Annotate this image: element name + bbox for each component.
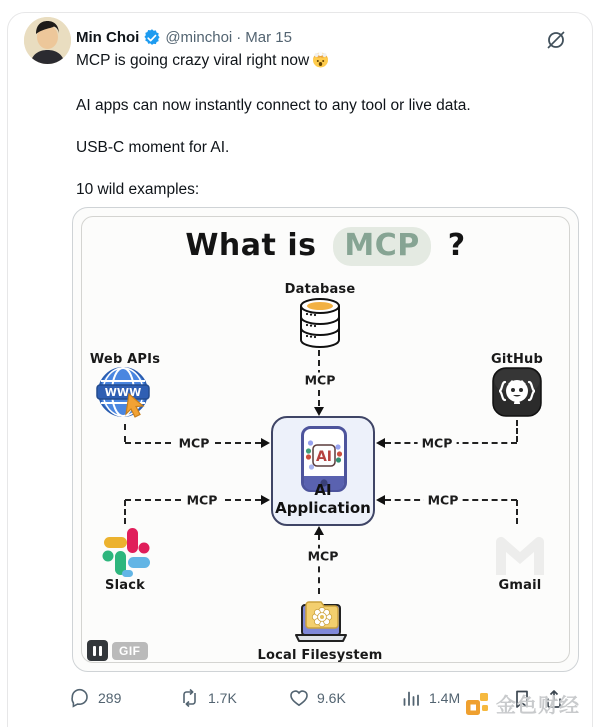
avatar-photo [24, 17, 71, 64]
mcp-label-right-bottom: MCP [424, 493, 463, 508]
ai-badge-text: AI [315, 449, 333, 465]
verified-badge-icon [143, 29, 161, 47]
repost-button[interactable] [179, 688, 237, 708]
share-icon [544, 689, 564, 709]
tweet-header [76, 28, 292, 47]
connector-filesystem [318, 534, 320, 594]
database-icon [299, 298, 341, 348]
web-apis-globe-icon [95, 366, 155, 422]
repost-icon [179, 688, 200, 708]
diagram-title [73, 228, 578, 263]
author-name[interactable]: Min Choi [76, 29, 140, 46]
meta-separator: · [236, 29, 242, 46]
arrowhead-top [314, 407, 324, 416]
ai-application-box [271, 416, 375, 526]
watermark-text: 金色财经 [496, 693, 580, 717]
filesystem-label: Local Filesystem [257, 648, 383, 663]
reply-icon [70, 688, 90, 708]
arrowhead-left-top [261, 438, 270, 448]
reply-button[interactable] [70, 688, 121, 708]
mcp-label-top: MCP [301, 373, 340, 388]
arrowhead-bottom [314, 526, 324, 535]
grok-slashed-circle-icon [544, 28, 568, 52]
database-label: Database [284, 282, 356, 297]
gif-badge: GIF [112, 642, 148, 660]
slack-label: Slack [105, 578, 145, 593]
filesystem-laptop-icon [293, 596, 349, 646]
mcp-label-left-bottom: MCP [183, 493, 222, 508]
pause-bar [99, 646, 102, 656]
grok-button[interactable] [544, 28, 568, 52]
mcp-label-right-top: MCP [418, 436, 457, 451]
exploding-head-emoji [312, 51, 329, 74]
tweet-line-2: AI apps can now instantly connect to any tool or live data. [76, 97, 471, 114]
bookmark-button[interactable] [512, 689, 532, 714]
tweet-text [76, 50, 578, 221]
connector-slack-v [124, 500, 126, 524]
repost-count: 1.7K [208, 690, 237, 706]
connector-gmail-v [516, 500, 518, 524]
arrowhead-right-top [376, 438, 385, 448]
connector-github-v [516, 420, 518, 442]
ai-application-label: AI Application [275, 481, 371, 517]
connector-webapis-v [124, 424, 126, 442]
heart-icon [289, 688, 309, 708]
github-label: GitHub [491, 352, 543, 367]
title-highlight-mcp: MCP [333, 227, 430, 266]
avatar[interactable] [24, 17, 71, 64]
slack-icon [100, 525, 152, 577]
tweet-line-1: MCP is going crazy viral right now [76, 52, 310, 69]
share-button[interactable] [544, 689, 564, 714]
gmail-icon [494, 535, 546, 575]
reply-count: 289 [98, 690, 122, 706]
views-button[interactable] [401, 688, 460, 708]
pause-bar [93, 646, 96, 656]
bookmark-icon [512, 689, 532, 709]
views-bar-chart-icon [401, 688, 421, 708]
www-text: WWW [104, 386, 142, 399]
title-suffix: ? [447, 228, 466, 263]
tweet-line-3: USB-C moment for AI. [76, 139, 230, 156]
gmail-label: Gmail [498, 578, 542, 593]
arrowhead-right-bottom [376, 495, 385, 505]
mcp-label-left-top: MCP [175, 436, 214, 451]
tweet-date[interactable]: Mar 15 [245, 29, 292, 46]
mcp-label-bottom: MCP [304, 549, 343, 564]
view-count: 1.4M [429, 690, 461, 706]
web-apis-label: Web APIs [89, 352, 161, 367]
arrowhead-left-bottom [261, 495, 270, 505]
like-count: 9.6K [317, 690, 346, 706]
title-prefix: What is [185, 228, 317, 263]
gif-media[interactable] [72, 207, 579, 672]
author-handle[interactable]: @minchoi [165, 29, 233, 46]
pause-button[interactable] [87, 640, 108, 661]
github-icon [492, 367, 542, 417]
tweet-line-4: 10 wild examples: [76, 181, 200, 198]
like-button[interactable] [289, 688, 346, 708]
